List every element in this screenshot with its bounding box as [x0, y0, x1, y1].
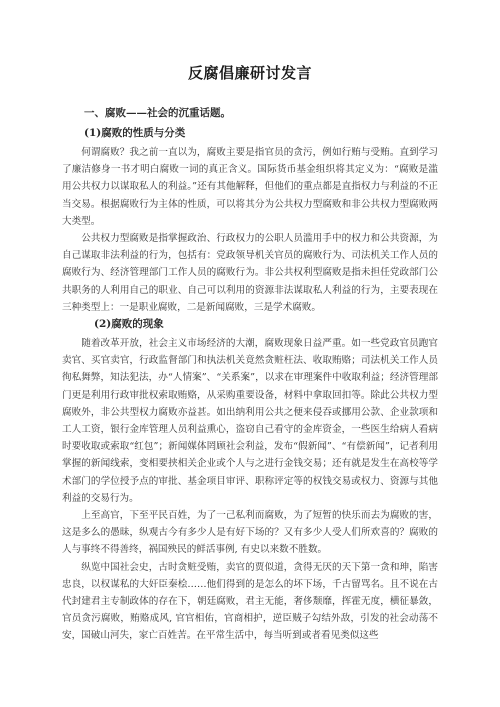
paragraph: 上至高官，下至平民百姓，为了一己私利而腐败，为了短暂的快乐而去为腐败的害，这是多么的愚昧，纵观古今有多少人是有好下场的？又有多少人受人们所欢喜的？腐败的人与事终不得善终，祸国殃民的鲜活事例, 有史以来数不胜数。 [62, 510, 438, 556]
paragraph: 随着改革开放，社会主义市场经济的大潮，腐败现象日益严重。如一些党政官员跑官卖官、买官卖官，行政监督部门和执法机关竟然贪赃枉法、收取贿赂；司法机关工作人员徇私舞弊，知法犯法，办“人情案”、“关系案”，以求在审理案件中收取利益；经济管理部门更是利用行政审批权索取贿赂，从采购重要设备，材料中拿取回扣等。除此公共权力型腐败外，非公共型权力腐败亦益甚。如出纳利用公共之便来侵吞或挪用公款、企业款项和工人工资，银行金库管理人员利益熏心，盗窃自己看守的金库资金，一些医生给病人看病时要收取或索取“红包”；新闻媒体罔顾社会利益，发布“假新闻”、“有偿新闻”，记者利用掌握的新闻线索，变相要挟相关企业或个人与之进行金钱交易；还有就是发生在高校等学术部门的学位授予点的审批、基金项目审评、职称评定等的权钱交易或权力、资源与其他利益的交易行为。 [62, 338, 438, 504]
paragraph: 何谓腐败？我之前一直以为，腐败主要是指官员的贪污，例如行贿与受贿。直到学习了廉洁修身一书才明白腐败一词的真正含义。国际货币基金组织将其定义为：“腐败是滥用公共权力以谋取私人的利益。”还有其他解释，但他们的重点都是直指权力与利益的不正当交易。根据腐败行为主体的性质，可以将其分为公共权力型腐败和非公共权力型腐败两大类型。 [62, 147, 438, 227]
paragraph: 纵览中国社会史，古时贪赃受贿，卖官的贾似道，贪得无厌的天下第一贪和珅，陷害忠良，以权谋私的大奸臣秦桧……他们得到的是怎么的坏下场，千古留骂名。且不说在古代封建君主专制政体的存在下，朝廷腐败，君主无能，奢侈颓靡，挥霍无度，横征暴敛，官员贪污腐败，贿赂成风, 官官相佑，官商相护，逆臣贼子勾结外敌，引发的社会动荡不安，国破山河失，家亡百姓苦。在平常生活中，每当听到或者看见类似这些 [62, 561, 438, 642]
paragraph: 公共权力型腐败是指掌握政治、行政权力的公职人员滥用手中的权力和公共资源，为自己谋取非法利益的行为，包括有：党政领导机关官员的腐败行为、司法机关工作人员的腐败行为、经济管理部门工作人员的腐败行为。非公共权利型腐败是指未担任党政部门公共职务的人利用自己的职业、自己可以利用的资源非法谋取私人利益的行为，主要表现在三种类型上：一是职业腐败，二是新闻腐败，三是学术腐败。 [62, 233, 438, 313]
subsection-heading-phenomena: (2)腐败的现象 [94, 318, 164, 331]
section-heading: 一、腐败——社会的沉重话题。 [84, 107, 231, 119]
subsection-heading-nature: (1)腐败的性质与分类 [84, 127, 186, 139]
document-title: 反腐倡廉研讨发言 [187, 64, 312, 82]
